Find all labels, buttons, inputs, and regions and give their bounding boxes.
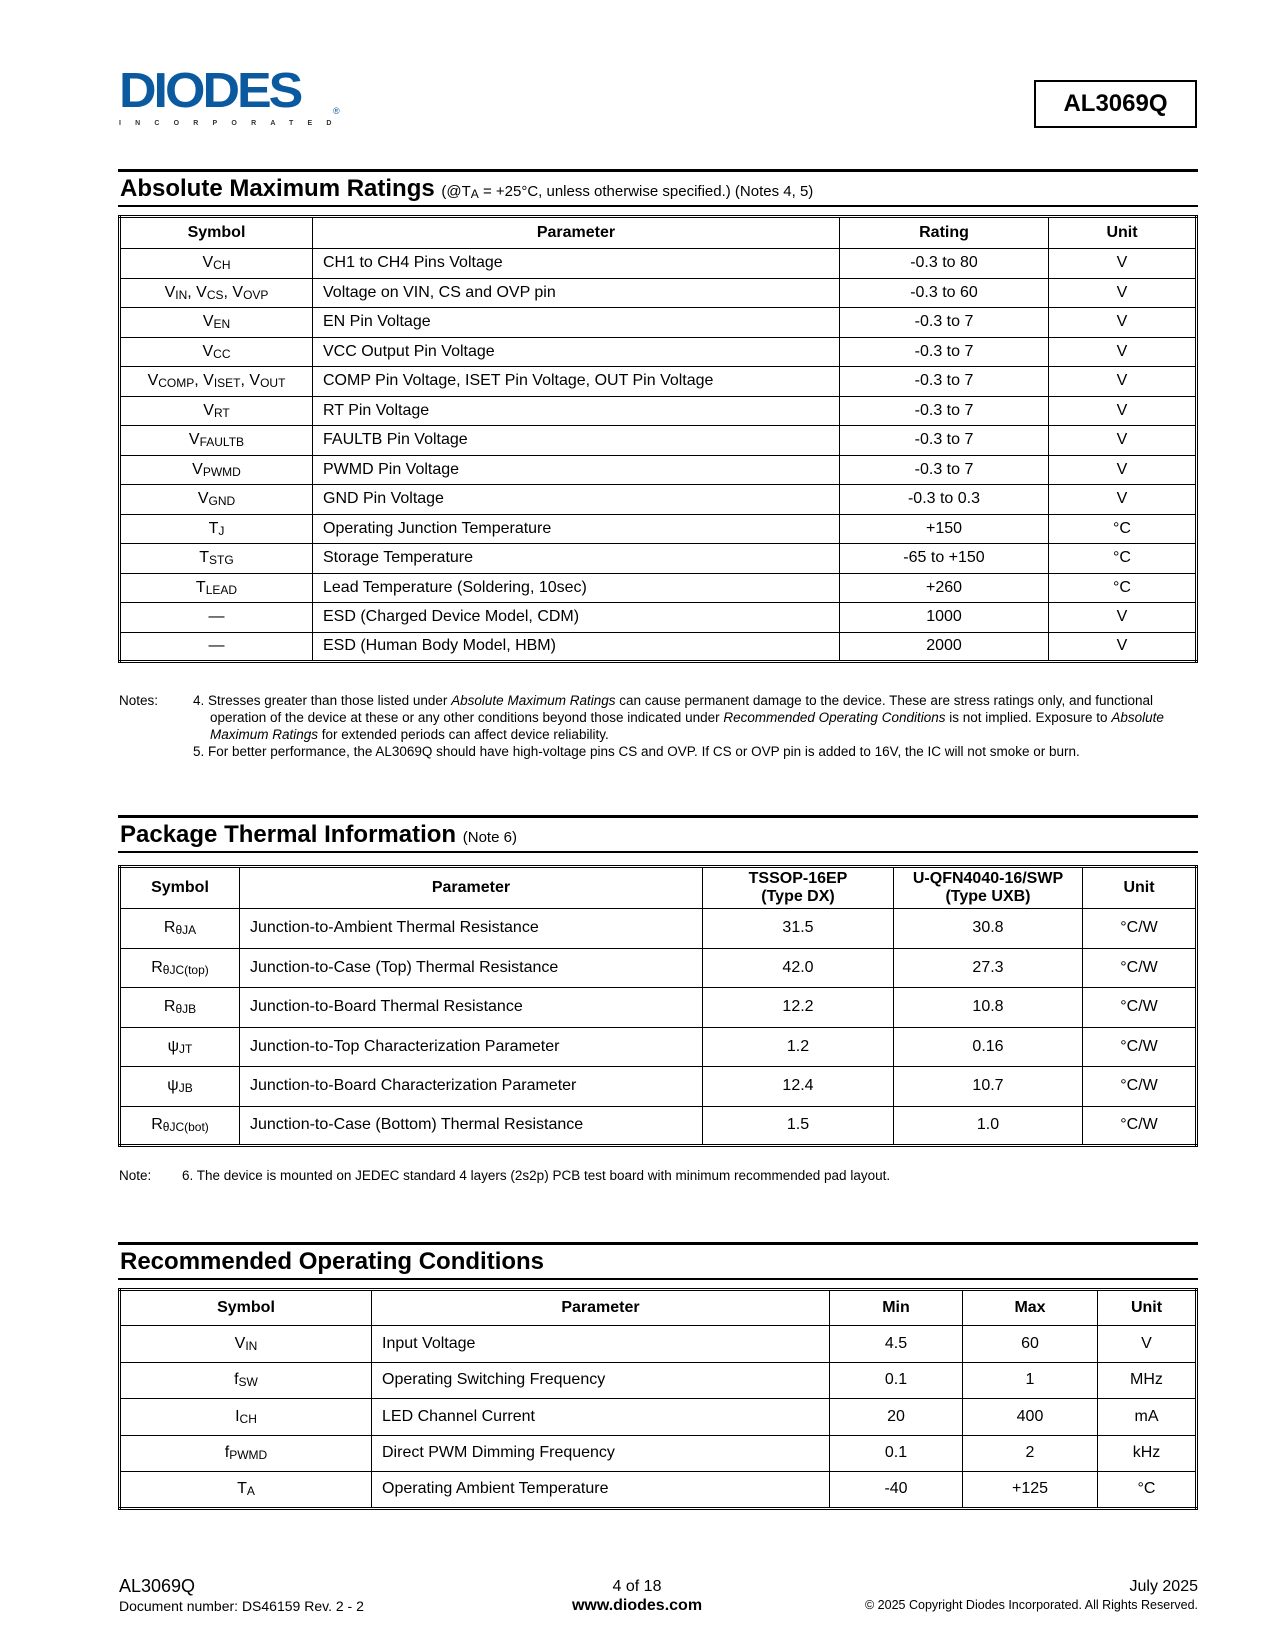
unit-cell: V bbox=[1049, 632, 1197, 662]
col-header: TSSOP-16EP (Type DX) bbox=[703, 867, 894, 909]
rating-cell: +260 bbox=[840, 573, 1049, 603]
absolute-max-ratings-table bbox=[118, 215, 1198, 663]
table-row bbox=[120, 1027, 1197, 1067]
rating-cell: 1000 bbox=[840, 603, 1049, 633]
table-row bbox=[120, 603, 1197, 633]
qfn-cell: 10.8 bbox=[894, 988, 1083, 1028]
param-cell: Input Voltage bbox=[372, 1326, 830, 1363]
col-header: Symbol bbox=[120, 867, 240, 909]
param-cell: EN Pin Voltage bbox=[313, 308, 840, 338]
col-header: Unit bbox=[1083, 867, 1197, 909]
unit-cell: °C bbox=[1098, 1472, 1197, 1509]
unit-cell: °C/W bbox=[1083, 1027, 1197, 1067]
min-cell: 0.1 bbox=[830, 1362, 963, 1399]
rating-cell: -0.3 to 7 bbox=[840, 396, 1049, 426]
recommended-operating-conditions-table bbox=[118, 1288, 1198, 1510]
table-row bbox=[120, 1472, 1197, 1509]
table-row bbox=[120, 573, 1197, 603]
qfn-cell: 0.16 bbox=[894, 1027, 1083, 1067]
table-row bbox=[120, 988, 1197, 1028]
section-subtitle: ($@T_A = +25^\circ C$, unless otherwise specified.) (Notes 4, 5) bbox=[441, 183, 814, 201]
symbol-cell: $V_{CH}$ bbox=[120, 249, 313, 279]
param-cell: Junction-to-Board Thermal Resistance bbox=[240, 988, 703, 1028]
col-header: Parameter bbox=[372, 1290, 830, 1326]
table-row bbox=[120, 948, 1197, 988]
col-header: Rating bbox=[840, 217, 1049, 249]
table-row bbox=[120, 909, 1197, 949]
footer-left: AL3069Q Document number: DS46159 Rev. 2 - 2 bbox=[119, 1576, 364, 1614]
qfn-cell: 10.7 bbox=[894, 1067, 1083, 1107]
unit-cell: °C bbox=[1049, 544, 1197, 574]
unit-cell: °C/W bbox=[1083, 948, 1197, 988]
table-row bbox=[120, 1326, 1197, 1363]
symbol-cell: $f_{PWMD}$ bbox=[120, 1435, 372, 1472]
unit-cell: °C/W bbox=[1083, 1106, 1197, 1146]
param-cell: Junction-to-Ambient Thermal Resistance bbox=[240, 909, 703, 949]
col-header: U-QFN4040-16/SWP (Type UXB) bbox=[894, 867, 1083, 909]
table-row bbox=[120, 396, 1197, 426]
symbol-cell: — bbox=[120, 603, 313, 633]
unit-cell: V bbox=[1049, 278, 1197, 308]
symbol-cell: $R_{\theta JB}$ bbox=[120, 988, 240, 1028]
symbol-cell: $T_J$ bbox=[120, 514, 313, 544]
qfn-cell: 1.0 bbox=[894, 1106, 1083, 1146]
col-header: Unit bbox=[1098, 1290, 1197, 1326]
min-cell: 4.5 bbox=[830, 1326, 963, 1363]
thermal-note: Note: 6. The device is mounted on JEDEC standard 4 layers (2s2p) PCB test board with minimum recommended pad layout. bbox=[119, 1167, 1199, 1184]
part-number-box: AL3069Q bbox=[1034, 80, 1197, 128]
param-cell: Voltage on VIN, CS and OVP pin bbox=[313, 278, 840, 308]
symbol-cell: $\psi_{JT}$ bbox=[120, 1027, 240, 1067]
unit-cell: °C bbox=[1049, 514, 1197, 544]
unit-cell: V bbox=[1049, 249, 1197, 279]
param-cell: PWMD Pin Voltage bbox=[313, 455, 840, 485]
rating-cell: +150 bbox=[840, 514, 1049, 544]
symbol-cell: — bbox=[120, 632, 313, 662]
col-header: Parameter bbox=[313, 217, 840, 249]
param-cell: FAULTB Pin Voltage bbox=[313, 426, 840, 456]
symbol-cell: $T_{STG}$ bbox=[120, 544, 313, 574]
unit-cell: °C/W bbox=[1083, 988, 1197, 1028]
roc-section-header bbox=[118, 1242, 1198, 1280]
section-subtitle: (Note 6) bbox=[462, 829, 517, 846]
param-cell: Storage Temperature bbox=[313, 544, 840, 574]
param-cell: Operating Switching Frequency bbox=[372, 1362, 830, 1399]
footer-center: 4 of 18 www.diodes.com bbox=[537, 1577, 737, 1615]
section-title: Absolute Maximum Ratings bbox=[120, 175, 435, 202]
col-header: Symbol bbox=[120, 217, 313, 249]
rating-cell: -0.3 to 60 bbox=[840, 278, 1049, 308]
param-cell: Direct PWM Dimming Frequency bbox=[372, 1435, 830, 1472]
symbol-cell: $R_{\theta JC(bot)}$ bbox=[120, 1106, 240, 1146]
param-cell: VCC Output Pin Voltage bbox=[313, 337, 840, 367]
max-cell: 400 bbox=[963, 1399, 1098, 1436]
unit-cell: kHz bbox=[1098, 1435, 1197, 1472]
table-row bbox=[120, 1362, 1197, 1399]
table-row bbox=[120, 308, 1197, 338]
unit-cell: °C/W bbox=[1083, 1067, 1197, 1107]
tssop-cell: 42.0 bbox=[703, 948, 894, 988]
param-cell: COMP Pin Voltage, ISET Pin Voltage, OUT Pin Voltage bbox=[313, 367, 840, 397]
symbol-cell: $R_{\theta JA}$ bbox=[120, 909, 240, 949]
unit-cell: mA bbox=[1098, 1399, 1197, 1436]
amr-section-header bbox=[118, 169, 1198, 207]
table-row bbox=[120, 485, 1197, 515]
rating-cell: -0.3 to 7 bbox=[840, 367, 1049, 397]
unit-cell: V bbox=[1049, 337, 1197, 367]
tssop-cell: 1.5 bbox=[703, 1106, 894, 1146]
table-row bbox=[120, 632, 1197, 662]
symbol-cell: $\psi_{JB}$ bbox=[120, 1067, 240, 1107]
col-header: Max bbox=[963, 1290, 1098, 1326]
rating-cell: 2000 bbox=[840, 632, 1049, 662]
symbol-cell: $V_{CC}$ bbox=[120, 337, 313, 367]
table-row bbox=[120, 426, 1197, 456]
rating-cell: -0.3 to 7 bbox=[840, 455, 1049, 485]
table-row bbox=[120, 249, 1197, 279]
col-header: Unit bbox=[1049, 217, 1197, 249]
param-cell: Junction-to-Board Characterization Parameter bbox=[240, 1067, 703, 1107]
website-link[interactable]: www.diodes.com bbox=[571, 1597, 703, 1614]
symbol-cell: $T_{LEAD}$ bbox=[120, 573, 313, 603]
unit-cell: V bbox=[1049, 426, 1197, 456]
symbol-cell: $V_{EN}$ bbox=[120, 308, 313, 338]
symbol-cell: $V_{GND}$ bbox=[120, 485, 313, 515]
unit-cell: MHz bbox=[1098, 1362, 1197, 1399]
unit-cell: V bbox=[1049, 396, 1197, 426]
logo-subtext: INCORPORATED bbox=[119, 120, 346, 127]
symbol-cell: $V_{FAULTB}$ bbox=[120, 426, 313, 456]
col-header: Min bbox=[830, 1290, 963, 1326]
param-cell: ESD (Human Body Model, HBM) bbox=[313, 632, 840, 662]
symbol-cell: $T_A$ bbox=[120, 1472, 372, 1509]
table-row bbox=[120, 278, 1197, 308]
note-5: 5. For better performance, the AL3069Q should have high-voltage pins CS and OVP. If CS or OVP pin is added to 16V, the IC will not smoke or burn. bbox=[193, 744, 1080, 759]
symbol-cell: $f_{SW}$ bbox=[120, 1362, 372, 1399]
min-cell: 20 bbox=[830, 1399, 963, 1436]
rating-cell: -0.3 to 7 bbox=[840, 337, 1049, 367]
max-cell: +125 bbox=[963, 1472, 1098, 1509]
tssop-cell: 31.5 bbox=[703, 909, 894, 949]
tssop-cell: 12.4 bbox=[703, 1067, 894, 1107]
param-cell: Junction-to-Case (Top) Thermal Resistance bbox=[240, 948, 703, 988]
min-cell: 0.1 bbox=[830, 1435, 963, 1472]
param-cell: Lead Temperature (Soldering, 10sec) bbox=[313, 573, 840, 603]
note-6: 6. The device is mounted on JEDEC standard 4 layers (2s2p) PCB test board with minimum recommended pad layout. bbox=[182, 1168, 891, 1183]
footer-right: July 2025 © 2025 Copyright Diodes Incorporated. All Rights Reserved. bbox=[865, 1578, 1198, 1612]
unit-cell: V bbox=[1049, 367, 1197, 397]
param-cell: RT Pin Voltage bbox=[313, 396, 840, 426]
rating-cell: -0.3 to 7 bbox=[840, 308, 1049, 338]
rating-cell: -0.3 to 7 bbox=[840, 426, 1049, 456]
unit-cell: V bbox=[1049, 455, 1197, 485]
section-title: Recommended Operating Conditions bbox=[120, 1248, 545, 1275]
symbol-cell: $V_{COMP}$, $V_{ISET}$, $V_{OUT}$ bbox=[120, 367, 313, 397]
param-cell: GND Pin Voltage bbox=[313, 485, 840, 515]
unit-cell: V bbox=[1049, 485, 1197, 515]
param-cell: LED Channel Current bbox=[372, 1399, 830, 1436]
symbol-cell: $V_{PWMD}$ bbox=[120, 455, 313, 485]
unit-cell: °C/W bbox=[1083, 909, 1197, 949]
tssop-cell: 1.2 bbox=[703, 1027, 894, 1067]
rating-cell: -0.3 to 80 bbox=[840, 249, 1049, 279]
table-row bbox=[120, 514, 1197, 544]
table-row bbox=[120, 544, 1197, 574]
tssop-cell: 12.2 bbox=[703, 988, 894, 1028]
symbol-cell: $V_{RT}$ bbox=[120, 396, 313, 426]
section-title: Package Thermal Information bbox=[120, 821, 457, 848]
symbol-cell: $V_{IN}$, $V_{CS}$, $V_{OVP}$ bbox=[120, 278, 313, 308]
param-cell: Operating Ambient Temperature bbox=[372, 1472, 830, 1509]
param-cell: CH1 to CH4 Pins Voltage bbox=[313, 249, 840, 279]
max-cell: 1 bbox=[963, 1362, 1098, 1399]
note-4: 4. Stresses greater than those listed under Absolute Maximum Ratings can cause permanent damage to the device. These are stress ratings only, and functional operation of the device at these or any other conditions beyond those indicated under Recommended Operating Conditions is not implied. Exposure to Absolute Maximum Ratings for extended periods can affect device reliability. bbox=[193, 693, 1164, 742]
max-cell: 60 bbox=[963, 1326, 1098, 1363]
unit-cell: V bbox=[1049, 308, 1197, 338]
qfn-cell: 30.8 bbox=[894, 909, 1083, 949]
param-cell: ESD (Charged Device Model, CDM) bbox=[313, 603, 840, 633]
unit-cell: V bbox=[1098, 1326, 1197, 1363]
table-row bbox=[120, 337, 1197, 367]
amr-notes: Notes: 4. Stresses greater than those listed under Absolute Maximum Ratings can cause permanent damage to the device. These are stress ratings only, and functional operation of the device at these or any other conditions beyond those indicated under Recommended Operating Conditions is not implied. Exposure to Absolute Maximum Ratings for extended periods can affect device reliability. 5. For better performance, the AL3069Q should have high-voltage pins CS and OVP. If CS or OVP pin is added to 16V, the IC will not smoke or burn. bbox=[119, 692, 1199, 760]
max-cell: 2 bbox=[963, 1435, 1098, 1472]
diodes-logo bbox=[119, 63, 346, 128]
rating-cell: -0.3 to 0.3 bbox=[840, 485, 1049, 515]
col-header: Symbol bbox=[120, 1290, 372, 1326]
unit-cell: °C bbox=[1049, 573, 1197, 603]
param-cell: Junction-to-Top Characterization Parameter bbox=[240, 1027, 703, 1067]
table-row bbox=[120, 1435, 1197, 1472]
symbol-cell: $R_{\theta JC(top)}$ bbox=[120, 948, 240, 988]
table-row bbox=[120, 1106, 1197, 1146]
symbol-cell: $I_{CH}$ bbox=[120, 1399, 372, 1436]
min-cell: -40 bbox=[830, 1472, 963, 1509]
qfn-cell: 27.3 bbox=[894, 948, 1083, 988]
table-row bbox=[120, 1399, 1197, 1436]
table-row bbox=[120, 455, 1197, 485]
thermal-info-table bbox=[118, 865, 1198, 1147]
param-cell: Operating Junction Temperature bbox=[313, 514, 840, 544]
logo-wordmark: DIODES bbox=[119, 63, 301, 119]
rating-cell: -65 to +150 bbox=[840, 544, 1049, 574]
col-header: Parameter bbox=[240, 867, 703, 909]
param-cell: Junction-to-Case (Bottom) Thermal Resistance bbox=[240, 1106, 703, 1146]
table-row bbox=[120, 1067, 1197, 1107]
thermal-section-header bbox=[118, 815, 1198, 853]
symbol-cell: $V_{IN}$ bbox=[120, 1326, 372, 1363]
table-row bbox=[120, 367, 1197, 397]
registered-icon: ® bbox=[333, 106, 340, 116]
unit-cell: V bbox=[1049, 603, 1197, 633]
